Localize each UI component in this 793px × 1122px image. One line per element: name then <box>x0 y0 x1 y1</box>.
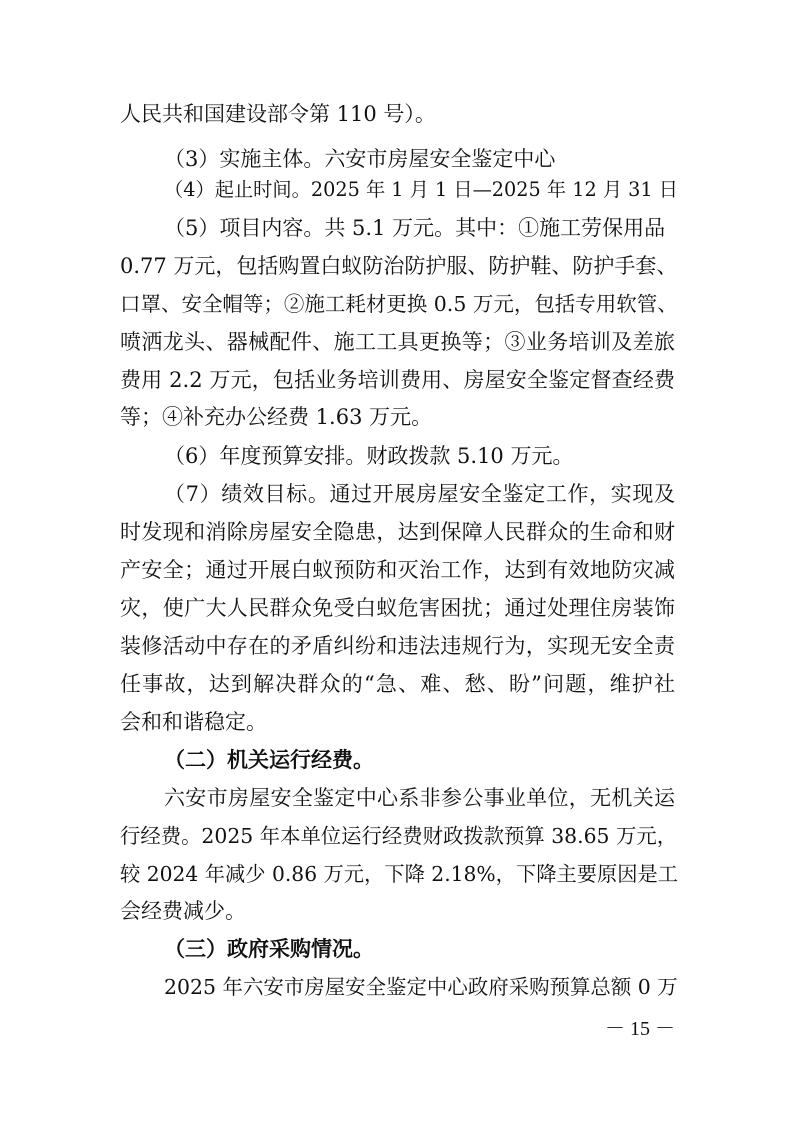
paragraph-line-20: 行经费。2025 年本单位运行经费财政拨款预算 38.65 万元， <box>120 824 678 848</box>
paragraph-line-5: 0.77 万元，包括购置白蚁防治防护服、防护鞋、防护手套、 <box>120 254 678 278</box>
section-heading-3: （三）政府采购情况。 <box>164 937 374 961</box>
paragraph-line-19: 六安市房屋安全鉴定中心系非参公事业单位，无机关运 <box>164 786 675 810</box>
paragraph-line-1: 人民共和国建设部令第 110 号）。 <box>120 102 436 126</box>
paragraph-line-8: 费用 2.2 万元，包括业务培训费用、房屋安全鉴定督查经费 <box>120 368 675 392</box>
paragraph-line-12: 时发现和消除房屋安全隐患，达到保障人民群众的生命和财 <box>120 520 675 544</box>
paragraph-line-9: 等；④补充办公经费 1.63 万元。 <box>120 405 433 429</box>
paragraph-line-13: 产安全；通过开展白蚁预防和灭治工作，达到有效地防灾减 <box>120 558 675 582</box>
paragraph-line-14: 灾，使广大人民群众免受白蚁危害困扰；通过处理住房装饰 <box>120 596 675 620</box>
paragraph-line-16: 任事故，达到解决群众的“急、难、愁、盼”问题，维护社 <box>120 672 675 696</box>
paragraph-line-15: 装修活动中存在的矛盾纠纷和违法违规行为，实现无安全责 <box>120 634 675 658</box>
paragraph-line-11: （7）绩效目标。通过开展房屋安全鉴定工作，实现及 <box>164 482 675 506</box>
paragraph-line-24: 2025 年六安市房屋安全鉴定中心政府采购预算总额 0 万 <box>164 975 678 999</box>
paragraph-line-22: 会经费减少。 <box>120 899 246 923</box>
paragraph-line-21: 较 2024 年减少 0.86 万元，下降 2.18%，下降主要原因是工 <box>120 862 679 886</box>
paragraph-line-2: （3）实施主体。六安市房屋安全鉴定中心 <box>164 147 556 171</box>
paragraph-line-17: 会和和谐稳定。 <box>120 710 267 734</box>
paragraph-line-10: （6）年度预算安排。财政拨款 5.10 万元。 <box>164 444 574 468</box>
paragraph-line-3: （4）起止时间。2025 年 1 月 1 日—2025 年 12 月 31 日 <box>164 178 678 201</box>
paragraph-line-7: 喷洒龙头、器械配件、施工工具更换等；③业务培训及差旅 <box>120 330 675 354</box>
page-number: － 15 － <box>605 1018 675 1040</box>
paragraph-line-4: （5）项目内容。共 5.1 万元。其中：①施工劳保用品 <box>164 216 666 240</box>
section-heading-2: （二）机关运行经费。 <box>164 748 374 772</box>
paragraph-line-6: 口罩、安全帽等；②施工耗材更换 0.5 万元，包括专用软管、 <box>120 292 678 316</box>
